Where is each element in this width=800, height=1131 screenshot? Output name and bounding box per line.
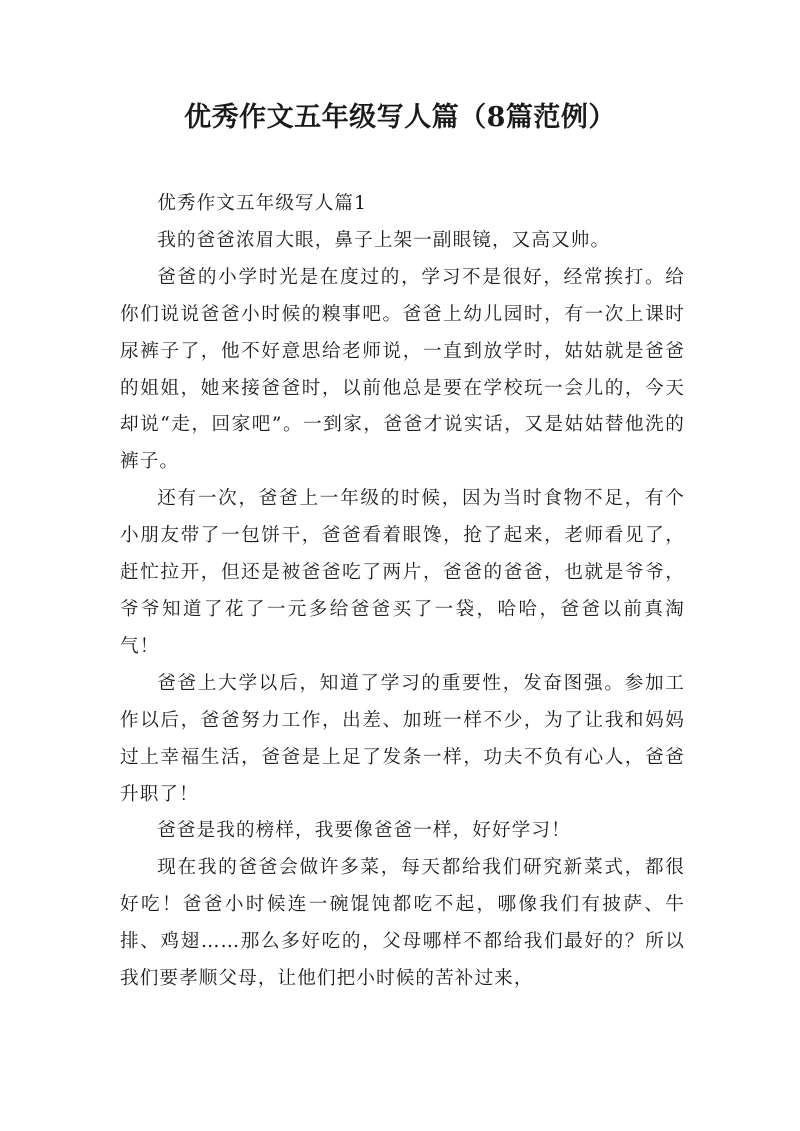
- document-body: [120, 186, 685, 998]
- paragraph: 还有一次，爸爸上一年级的时候，因为当时食物不足，有个小朋友带了一包饼干，爸爸看着眼馋，抢了起来，老师看见了，赶忙拉开，但还是被爸爸吃了两片，爸爸的爸爸，也就是爷爷，爷爷知道了花了一元多给爸爸买了一袋，哈哈，爸爸以前真淘气！: [120, 488, 685, 657]
- paragraph: 我的爸爸浓眉大眼，鼻子上架一副眼镜，又高又帅。: [157, 229, 611, 251]
- document-title: 优秀作文五年级写人篇（8篇范例）: [184, 102, 616, 133]
- paragraph: 爸爸上大学以后，知道了学习的重要性，发奋图强。参加工作以后，爸爸努力工作，出差、加班一样不少，为了让我和妈妈过上幸福生活，爸爸是上足了发条一样，功夫不负有心人，爸爸升职了！: [120, 672, 685, 805]
- paragraph: 爸爸的小学时光是在度过的，学习不是很好，经常挨打。给你们说说爸爸小时候的糗事吧。爸爸上幼儿园时，有一次上课时尿裤子了，他不好意思给老师说，一直到放学时，姑姑就是爸爸的姐姐，她来接爸爸时，以前他总是要在学校玩一会儿的，今天却说“走，回家吧”。一到家，爸爸才说实话，又是姑姑替他洗的裤子。: [120, 266, 685, 473]
- paragraph: 爸爸是我的榜样，我要像爸爸一样，好好学习！: [157, 820, 571, 842]
- paragraph: 现在我的爸爸会做许多菜，每天都给我们研究新菜式，都很好吃！爸爸小时候连一碗馄饨都吃不起，哪像我们有披萨、牛排、鸡翅……那么多好吃的，父母哪样不都给我们最好的？所以我们要孝顺父母，让他们把小时候的苦补过来，: [120, 857, 685, 990]
- section-heading: 优秀作文五年级写人篇1: [157, 193, 368, 214]
